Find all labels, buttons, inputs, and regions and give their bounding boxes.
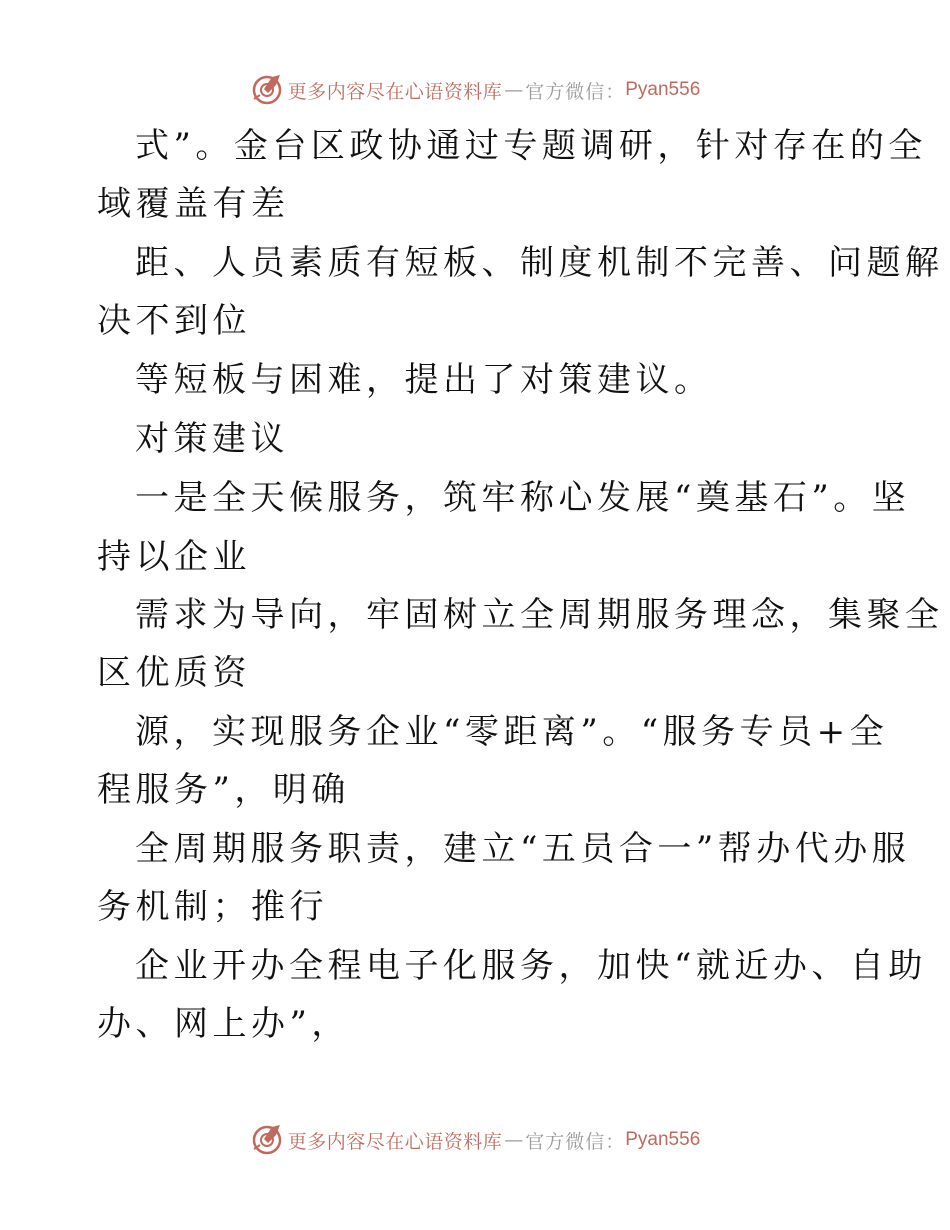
text-line: 决不到位: [97, 301, 251, 341]
footer-watermark: [0, 1120, 950, 1160]
text-line: 一是全天候服务，筑牢称心发展“奠基石”。坚: [135, 478, 911, 518]
text-line: 需求为导向，牢固树立全周期服务理念，集聚全: [135, 595, 944, 635]
watermark-wechat-label: 官方微信：: [525, 1130, 626, 1153]
watermark-site-text: 更多内容尽在心语资料库: [287, 80, 503, 103]
text-line: 源，实现服务企业“零距离”。“服务专员+全: [135, 712, 889, 752]
text-line: 务机制；推行: [97, 887, 328, 927]
text-line: 距、人员素质有短板、制度机制不完善、问题解: [135, 243, 944, 283]
quill-seal-icon: [250, 1123, 284, 1157]
text-line: 式”。金台区政协通过专题调研，针对存在的全: [135, 126, 927, 166]
section-heading: 对策建议: [135, 419, 289, 459]
text-line: 域覆盖有差: [97, 184, 290, 224]
watermark-site-text: 更多内容尽在心语资料库: [287, 1130, 503, 1153]
text-line: 持以企业: [97, 537, 251, 577]
text-line: 企业开办全程电子化服务，加快“就近办、自助: [135, 946, 927, 986]
text-line: 等短板与困难，提出了对策建议。: [135, 360, 713, 400]
text-line: 办、网上办”，: [97, 1004, 350, 1044]
watermark-wechat-label: 官方微信：: [525, 80, 626, 103]
watermark-wechat-id: Pyan556: [625, 1129, 701, 1150]
text-line: 区优质资: [97, 653, 251, 693]
watermark-separator: —: [504, 1129, 524, 1151]
watermark-separator: —: [504, 79, 524, 101]
text-line: 全周期服务职责，建立“五员合一”帮办代办服: [135, 829, 911, 869]
watermark-wechat-id: Pyan556: [625, 79, 701, 100]
text-line: 程服务”，明确: [97, 770, 350, 810]
